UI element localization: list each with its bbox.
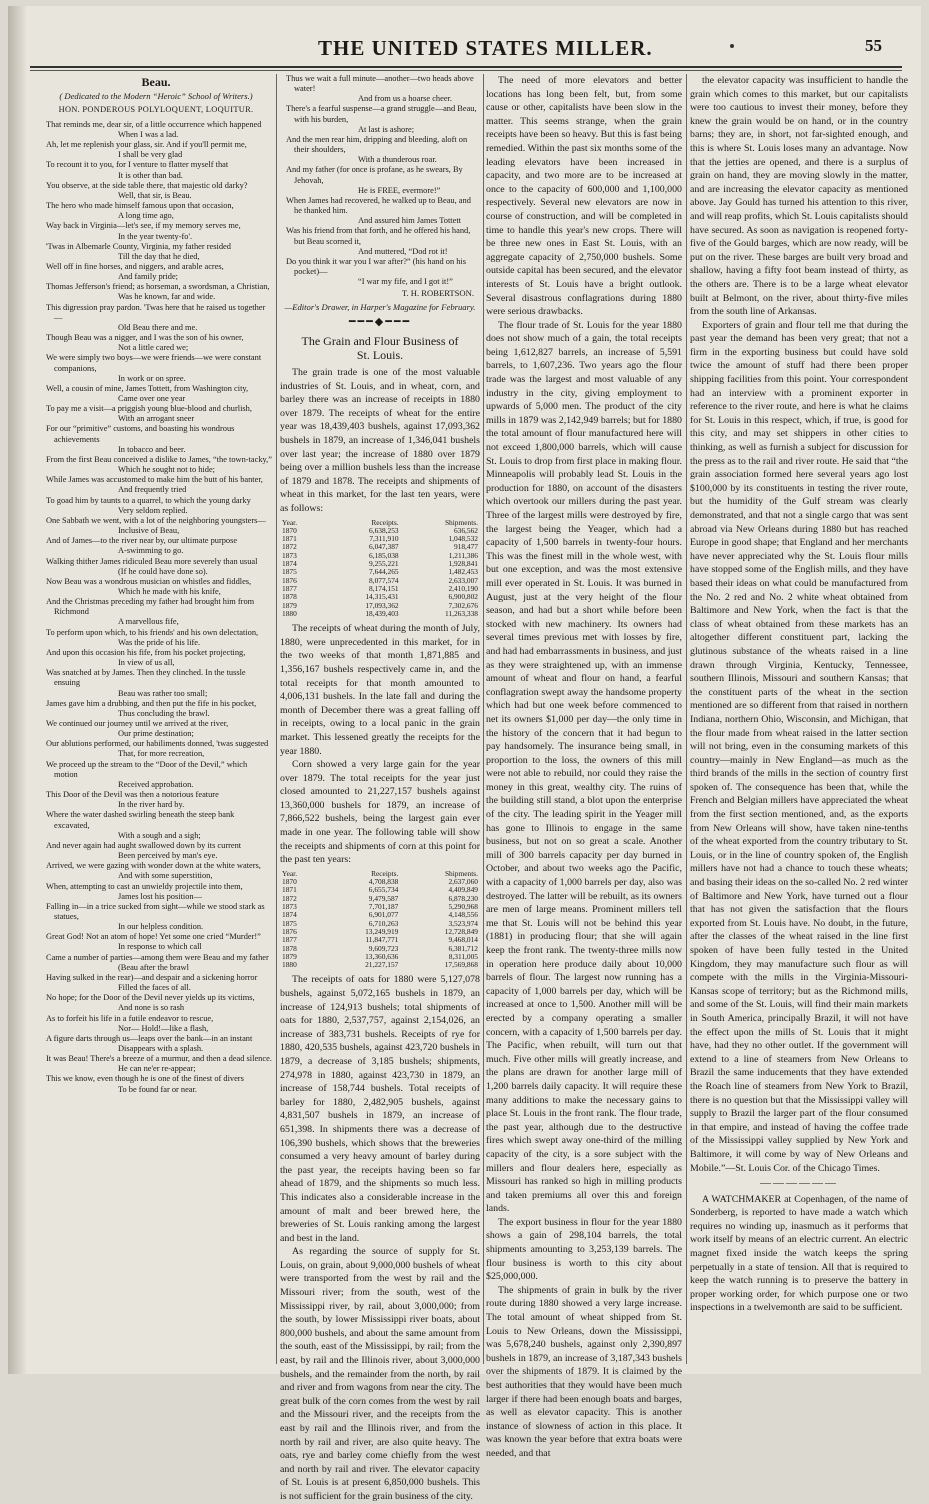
table-cell: 1871 — [282, 885, 297, 895]
table-cell: 6,381,712 — [448, 943, 478, 953]
poem-line: Beau was rather too small; — [118, 688, 208, 698]
table-cell: 9,468,014 — [448, 935, 478, 945]
article-paragraphs-e — [690, 74, 908, 1175]
table-header: Shipments. — [444, 868, 478, 878]
poem-line: You observe, at the side table there, that majestic old darky? — [46, 180, 248, 190]
table-cell: 4,708,838 — [368, 877, 399, 887]
column-4 — [690, 74, 908, 1369]
table-cell: 2,637,060 — [448, 877, 478, 887]
table-cell: 17,569,868 — [444, 960, 478, 970]
table-cell: 2,410,190 — [448, 583, 478, 593]
table-cell: 1879 — [282, 951, 297, 961]
poem-line: Now Beau was a wondrous musician on whistles and fiddles, — [46, 576, 252, 586]
article-paragraph: the elevator capacity was insufficient to handle the grain which comes to this market, but our capitalists were too cautious to invest their money, before they knew the grain would be on hand, or in the country barns; they are, in short, not far-sighted enough, and this is where St. Louis loses many an advantage. Now that the jetties are opened, and there is a surplus of grain on hand, they are moving slowly in the matter, and are increasing the elevator capacity as mentioned above. Jay Gould has turned his attention to this river, and will reap profits, which St. Louis capitalists should have secured. As soon as navigation is reopened forty-five of the Gould barges, which are now ready, will be put on the river. These barges are built very broad and shallow, having a fifty foot beam instead of thirty, as the others are. There is to be a large wheat elevator built at Belmont, on the river, about thirty-five miles from the south line of Arkansas. — [690, 75, 908, 318]
poem-line: And of James—to the river near by, our ultimate purpose — [46, 536, 238, 546]
poem-line: That, for more recreation, — [118, 749, 205, 759]
table-cell: 6,655,734 — [368, 885, 399, 895]
table-cell: 6,878,230 — [448, 893, 478, 903]
poem-line: Very seldom replied. — [118, 505, 188, 515]
poem-line: With a thunderous roar. — [358, 155, 437, 165]
poem-line: It was Beau! There's a breeze of a murmur, and then a dead silence. — [46, 1054, 272, 1064]
table-row — [280, 610, 480, 618]
table-cell: 8,311,005 — [448, 951, 478, 961]
poem-line: When I was a lad. — [118, 129, 179, 139]
poem-line: Came a number of parties—among them were Beau and my father — [46, 952, 269, 962]
column-rule — [483, 74, 484, 1364]
poem-signature: T. H. ROBERTSON. — [401, 288, 474, 299]
poem-line: I shall be very glad — [118, 150, 183, 160]
poem-line: Arrived, we were gazing with wonder down at the white waters, — [46, 861, 261, 871]
column-2 — [280, 74, 480, 1502]
article-paragraphs-d — [486, 74, 682, 1461]
poem-line: And with some superstition, — [118, 871, 213, 881]
poem-line: For our “primitive” customs, and boasting his wondrous achievements — [46, 424, 235, 444]
article-paragraphs-a — [280, 366, 480, 516]
poem-line: Which he sought not to hide; — [118, 465, 215, 475]
poem-line: At last is ashore; — [358, 124, 415, 134]
table-cell: 6,710,263 — [368, 918, 399, 928]
poem-line: And family pride; — [118, 272, 179, 282]
poem-line: 'Twas in Albemarle County, Virginia, my father resided — [46, 241, 231, 251]
poem-line: In the river hard by. — [118, 800, 185, 810]
table-cell: 2,633,007 — [448, 575, 478, 585]
poem-line: Disappears with a splash. — [118, 1044, 204, 1053]
table-cell: 1870 — [282, 877, 297, 887]
table-header: Year. — [282, 868, 298, 878]
poem-line: Ah, let me replenish your glass, sir. And if you'll permit me, — [46, 140, 247, 150]
table-row — [280, 961, 480, 969]
column-rule — [276, 74, 277, 1364]
poem-line: We were simply two boys—we were friends—we were constant companions, — [46, 353, 262, 373]
corn-table — [280, 870, 480, 970]
table-cell: 1873 — [282, 902, 297, 912]
table-cell: 12,728,849 — [444, 926, 478, 936]
table-cell: 1877 — [282, 583, 297, 593]
poem-line: James gave him a drubbing, and then put the fife in his pocket, — [46, 698, 257, 708]
poem-line: Our prime destination; — [118, 729, 194, 739]
poem-line: Was he known, far and wide. — [118, 292, 216, 302]
poem-line: And the Christmas preceding my father had brought him from Richmond — [46, 597, 255, 617]
poem-line: “I war my fife, and I got it!” — [358, 277, 453, 287]
poem-line: Till the day that he died, — [118, 251, 200, 261]
table-cell: 636,562 — [453, 525, 478, 535]
poem-line: Filled the faces of all. — [118, 983, 191, 993]
article-paragraph: The export business in flour for the year 1880 shows a gain of 298,104 barrels, the total shipments amounting to 3,253,139 barrels. The flour business is worth to this city about $25,000,000. — [486, 1216, 682, 1283]
poem-line: In view of us all, — [118, 658, 175, 668]
poem-line: Nor— Hold!—like a flash, — [118, 1023, 209, 1033]
table-header: Year. — [282, 517, 298, 527]
table-cell: 1876 — [282, 926, 297, 936]
poem-line: And muttered, “Dod rot it! — [358, 246, 448, 256]
table-cell: 11,263,338 — [445, 608, 478, 618]
table-cell: 13,249,919 — [365, 926, 399, 936]
table-cell: 6,047,387 — [369, 542, 399, 552]
table-cell: 7,311,910 — [369, 534, 399, 544]
column-3 — [486, 74, 682, 1459]
table-cell: 1879 — [282, 600, 297, 610]
table-cell: 6,900,802 — [448, 592, 478, 602]
poem-line: Though Beau was a nigger, and I was the son of his owner, — [46, 333, 244, 343]
poem-line: Inclusive of Beau, — [118, 526, 180, 536]
header-rule-thin — [30, 70, 902, 71]
poem-line: With a sough and a sigh; — [118, 830, 201, 840]
table-cell: 14,315,431 — [365, 592, 399, 602]
table-cell: 1,928,841 — [448, 559, 478, 569]
table-cell: 1880 — [282, 608, 297, 618]
table-cell: 1,482,453 — [448, 567, 478, 577]
table-cell: 1,048,532 — [448, 534, 478, 544]
table-cell: 1880 — [282, 960, 297, 970]
poem-line: A marvellous fife, — [118, 617, 179, 627]
table-cell: 6,638,253 — [369, 525, 399, 535]
table-cell: 18,439,403 — [365, 608, 399, 618]
poem-line: And assured him James Tottett — [358, 216, 462, 226]
poem-line: In work or on spree. — [118, 373, 186, 383]
poem-line: And upon this occasion his fife, from his pocket projecting, — [46, 647, 246, 657]
table-cell: 1878 — [282, 943, 297, 953]
table-header: Receipts. — [371, 517, 399, 527]
table-cell: 4,148,556 — [448, 910, 478, 920]
poem-line: He can ne'er re-appear; — [118, 1064, 196, 1074]
page-binding-shadow — [8, 6, 26, 1374]
table-cell: 7,302,676 — [448, 600, 478, 610]
ornament-rule: ━━━◆━━━ — [348, 316, 412, 329]
article-paragraph: Corn showed a very large gain for the year over 1879. The total receipts for the year just closed amounted to 21,227,157 bushels against 13,360,000 bushels for 1879, an increase of 7,866,522 bushels, being the largest gain ever made in one year. The following table will show the receipts and shipments of corn at this point for the past ten years: — [280, 759, 480, 866]
poem-line: And frequently tried — [118, 485, 187, 495]
poem-line: No hope; for the Door of the Devil never yields up its victims, — [46, 993, 255, 1003]
poem-line: (Beau after the brawl — [118, 962, 189, 972]
printer-dot — [730, 44, 734, 48]
poem-line: To be found far or near. — [118, 1084, 197, 1094]
poem-line: To goad him by taunts to a quarrel, to which the young darky — [46, 495, 251, 505]
poem-credit: —Editor's Drawer, in Harper's Magazine for February. — [284, 301, 476, 312]
poem-line: James lost his position— — [118, 891, 202, 901]
poem-lines-part-1 — [40, 120, 272, 1095]
table-cell: 1874 — [282, 910, 297, 920]
poem-line: He is FREE, evermore!” — [358, 185, 441, 195]
table-cell: 1877 — [282, 935, 297, 945]
table-header: Receipts. — [371, 868, 399, 878]
poem-speaker: HON. PONDEROUS POLYLOQUENT, LOQUITUR. — [58, 105, 254, 115]
article-paragraph: The need of more elevators and better locations has long been felt, but, from some cause or other, capitalists have been slow in the matter. This seems strange, when the grain receipts have been so heavy. But this is fast being remedied. Within the past six months some of the leading elevators have been increased in capacity, and two more are to be increased at once to the capacity of 600,000 and 1,100,000 respectively. Several new elevators are now in course of construction, and will be completed in time to handle this year's new crops. There will be three new ones in East St. Louis, with an aggregate capacity of 2,750,000 bushels. Some outside capital has been secured, and the elevator interests of St. Louis have a bright outlook. Several disastrous conflagrations during 1880 were serious drawbacks. — [486, 75, 682, 318]
poem-line: Walking thither James ridiculed Beau more severely than usual — [46, 556, 258, 566]
article-paragraph: The receipts of wheat during the month of July, 1880, were unprecedented in this market, for in the two weeks of that month 1,871,885 and 1,356,167 bushels respectively came in, and the total receipts for that month amounted to 4,006,131 bushels. In the late fall and during the month of December there was a great falling off in receipts, owing to a local panic in the grain market. This lessened greatly the receipts for the year 1880. — [280, 623, 480, 757]
table-cell: 9,255,221 — [369, 559, 399, 569]
poem-line: To perform upon which, to his friends' and his own delectation, — [46, 627, 259, 637]
poem-line: Do you think it war you I war after?” (his hand on his pocket)— — [286, 256, 467, 276]
poem-line: And none is so rash — [118, 1003, 185, 1013]
table-cell: 1875 — [282, 918, 297, 928]
poem-line: Thus we wait a full minute—another—two heads above water! — [286, 74, 474, 94]
table-cell: 6,901,077 — [368, 910, 399, 920]
table-cell: 3,523,974 — [448, 918, 478, 928]
poem-line: (If he could have done so). — [118, 566, 208, 576]
article-paragraph: The receipts of oats for 1880 were 5,127,078 bushels, against 5,072,165 bushels in 1879, an increase of 124,913 bushels; total shipments of oats for 1880, 2,537,757, against 2,154,026, an increase of 383,731 bushels. Receipts of rye for 1880, 420,535 bushels, against 423,720 bushels in 1879, a decrease of 3,185 bushels; shipments, 274,978 in 1880, against 423,730 in 1879, an increase of 158,744 bushels. Total receipts of barley for 1880, 2,482,905 bushels, against 4,831,507 bushels in 1879, an increase of 651,398. In shipments there was a decrease of 106,390 bushels, which shows that the breweries consumed a very heavy amount of barley during the past year, the receipts having been so far ahead of 1879, and the shipments so much less. This indicates also a considerable increase in the amount of malt and beer brewed here, the breweries of St. Louis ranking among the largest and best in the land. — [280, 974, 480, 1244]
table-cell: 11,847,771 — [365, 935, 399, 945]
poem-line: With an arrogant sneer — [118, 414, 195, 424]
poem-line: Was snatched at by James. Then they clinched. In the tussle ensuing — [46, 668, 246, 688]
poem-line: Well, a cousin of mine, James Tottett, from Washington city, — [46, 383, 249, 393]
poem-line: Where the water dashed swirling beneath the steep bank excavated, — [46, 810, 235, 830]
poem-line: Received approbation. — [118, 779, 194, 789]
article-paragraph: Exporters of grain and flour tell me that during the past year the demand has been very great; that not a firm in the exporting business but could have sold twice the amount of stuff had there been proper shipping facilities from this point. Your correspondent had an interview with a prominent exporter in reference to the river route, and here is what he claims for St. Louis in this respect, which, if true, is good for this city, and may set shippers in other cities to thinking, as well as furnish a subject for discussion for the press as to the rail and river route. He said that “the grain association formed here several years ago lost $100,000 by its constituents in testing the river route, but the humidity of the Gulf stream was clearly demonstrated, and that not a single cargo that was sent abroad via New Orleans during 1880 but has reached Europe in good shape; that England and her merchants have never appreciated why the St. Louis flour mills have stopped some of the English mills, and they have based their ideas on what could be manufactured from the No. 2 red and No. 2 white wheat obtained from Baltimore and New York, when the fact is that the class of wheat obtained from these markets has an altogether different constituent part, lacking the glutinous substance of the wheats raised in a line drawn through Virginia, Kentucky, Tennessee, southern Illinois, Missouri and southern Kansas; that the constituent parts of the wheat in the section mentioned are so different from that raised in northern Indiana, northern Ohio, Wisconsin, and Michigan, that the flour made from wheat raised in the latter section will not bring, even in the consuming markets of this country—mainly in New England—as much as the third brands of the mills in the section of country first spoken of. The consequence has been that, while the French and Belgian millers have appreciated the wheat from the first section mentioned, and, as the exports from New Orleans will show, have taken nine-tenths of the wheat exported from the country tributary to St. Louis, or in the line of country spoken of, the English millers have not had a chance to touch these wheats; and basing their ideas on the so-called No. 2 red winter of Baltimore and New York, have turned out a flour that has not given the satisfaction that the flours exported from St. Louis have. No doubt, in the future, after the classes of the wheat raised in the line first spoken of have been fully tested in the United Kingdom, they may manufacture such flour as will compete with the mills in the Virginia-Missouri-Kansas scope of territory; but as the Richmond mills, and some of the St. Louis, will find their main markets in South America, principally Brazil, it will not have the effect upon the mills of St. Louis that it might have, had they no other outlet. If the government will extend to a line of steamers from New Orleans to Brazil the same inducements that they have extended the Roach line of steamers from New York to Brazil, there is no question but that the Mississippi valley will supply to Brazil the larger part of the flour consumed in that empire, and instead of having the coffee trade of the Mississippi valley supplied by New York and Baltimore, it will come by way of New Orleans and Mobile.”—St. Louis Cor. of the Chicago Times. — [690, 319, 909, 1174]
poem-line: Was his friend from that forth, and he offered his hand, but Beau scorned it, — [286, 226, 471, 246]
article-title: The Grain and Flour Business of St. Louis. — [301, 334, 459, 363]
poem-line: Well off in fine horses, and niggers, and arable acres, — [46, 261, 224, 271]
poem-line: The hero who made himself famous upon that occasion, — [46, 201, 234, 211]
poem-line: Having sulked in the rear)—and despair and a sickening horror — [46, 972, 258, 982]
poem-title: Beau. — [141, 75, 171, 89]
table-cell: 1875 — [282, 567, 297, 577]
poem-line: It is other than bad. — [118, 170, 183, 180]
table-cell: 918,477 — [453, 542, 478, 552]
table-cell: 8,077,574 — [369, 575, 399, 585]
poem-line: We proceed up the stream to the “Door of the Devil,” which motion — [46, 759, 248, 779]
table-cell: 1874 — [282, 559, 297, 569]
poem-line: In tobacco and beer. — [118, 444, 186, 454]
table-cell: 1,211,386 — [448, 550, 478, 560]
table-cell: 1876 — [282, 575, 297, 585]
column-rule — [686, 74, 687, 1364]
table-cell: 1878 — [282, 592, 297, 602]
poem-line: And the men rear him, dripping and bleeding, aloft on their shoulders, — [286, 134, 468, 155]
article-paragraph: The grain trade is one of the most valuable industries of St. Louis, and in wheat, corn, and barley there was an increase of receipts in 1880 over 1879. The receipts of wheat for the entire year was 18,439,403 bushels, against 17,093,362 bushels in 1879, an increase of 1,346,041 bushels over last year; the increase of 1880 over 1879 being over a million bushels less than the increase of 1879 and 1878. The receipts and shipments of wheat in this market, for the last ten years, were as follows: — [280, 367, 480, 514]
table-cell: 1873 — [282, 550, 297, 560]
table-cell: 1872 — [282, 542, 297, 552]
table-cell: 17,093,362 — [365, 600, 399, 610]
table-cell: 7,644,265 — [369, 567, 399, 577]
poem-line: One Sabbath we went, with a lot of the neighboring youngsters— — [46, 515, 266, 525]
poem-line: We continued our journey until we arrived at the river, — [46, 719, 229, 728]
column-1 — [40, 74, 272, 1369]
poem-line: Been perceived by man's eye. — [118, 851, 218, 861]
poem-line: This Door of the Devil was then a notorious feature — [46, 790, 219, 800]
poem-line: That reminds me, dear sir, of a little occurrence which happened — [46, 119, 262, 129]
poem-line: In the year twenty-fo'. — [118, 231, 193, 241]
poem-line: And my father (for once is profane, as he swears, By Jehovah, — [286, 165, 463, 185]
article-paragraph: The flour trade of St. Louis for the year 1880 does not show much of a gain, the total receipts being 1,612,827 barrels, an increase of 5,591 barrels, to 1,607,236. Two years ago the flour trade was the largest and most valuable of any industry in the city, giving employment to upwards of 5,000 men. The product of the city mills in 1879 was 2,142,949 barrels; but for 1880 the total amount of flour manufactured here will not exceed 1,800,000 barrels, which will cause St. Louis to drop from first place in making flour. Minneapolis will probably lead St. Louis in the production for 1880, on account of the disasters which overtook our millers during the past year. Three of the largest mills were destroyed by fire, the largest being the Yeager, which had a capacity of 1,500 barrels in twenty-four hours. This was the finest mill in the whole west, with but one exception, and was the most extensive mill ever operated in St. Louis. It was burned in August, just at the very height of the flour season, and had but a short while before been stocked with new machinery. Its owners had several times previous met with losses by fire, and had had embarrassments in business, and just as they were straightened up, with an immense amount of wheat and flour on hand, a fearful conflagration swept away the handsome property which had but one week before commenced to net its owners $1,000 per day—the only time in the history of the concern that it had begun to pay handsomely. The insurance being small, in proportion to the loss, the owners of this mill were not able to rebuild, nor could they raise the money in this great, wealthy city. The ruins of the building still stand, a blot upon the enterprise of the city. The leading spirit in the Yeager mill has gone to Illinois to engage in the same business, but not on so great a scale. Another mill of 300 barrels capacity per day burned in October, and about two weeks ago the Pacific, with a capacity of 1,000 barrels per day, also was destroyed. The latter will be rebuilt, as its owners are men of large means. Prominent millers tell me that St. Louis will not be behind this year (1881) in producing flour; that she will again keep the front rank. The twenty-three mills now in operation here produce daily about 10,000 barrels of flour. The largest now running has a capacity of 1,000 barrels per day, which will be increased at once to 1,500. Another mill will be erected by a company operating a smaller concern, with a capacity of 1,500 barrels per day. The Pacific, when rebuilt, will turn out that much. Five other mills will greatly increase, and the plans are drawn for another large mill of 1,200 barrels daily capacity. It will require these many additions to make the necessary gains to place St. Louis in the front rank. The flour trade, the past year, although due to the destructive fires which swept away one-third of the milling capacity of the city, is a sore subject with the millers and flour dealers here, especially as Missouri has ranked so high in milling products and taken premiums all over this and foreign lands. — [486, 319, 682, 1215]
poem-line: Which he made with his knife, — [118, 586, 221, 596]
poem-line: Our ablutions performed, our habiliments donned, 'twas suggested — [46, 739, 269, 749]
wheat-table — [280, 519, 480, 619]
poem-line: A figure darts through us—leaps over the bank—in an instant — [46, 1033, 253, 1043]
newspaper-page — [8, 6, 921, 1502]
poem-line: As to forfeit his life in a futile endeavor to rescue, — [46, 1013, 214, 1023]
poem-line: To recount it to you, for I venture to flatter myself that — [46, 160, 229, 170]
table-cell: 6,185,038 — [369, 550, 399, 560]
table-cell: 7,701,187 — [368, 902, 399, 912]
table-cell: 1870 — [282, 525, 297, 535]
table-cell: 5,290,968 — [448, 902, 478, 912]
poem-line: Falling in—in a trice sucked from sight—while we stood stark as statues, — [46, 901, 265, 921]
poem-line: From the first Beau conceived a dislike to James, “the town-tacky,” — [46, 454, 272, 464]
table-cell: 13,360,636 — [365, 951, 399, 961]
poem-line: There's a fearful suspense—a grand struggle—and Beau, with his burden, — [286, 104, 477, 124]
poem-line: Way back in Virginia—let's see, if my memory serves me, — [46, 221, 241, 231]
poem-line: When, attempting to cast an unwieldy projectile into them, — [46, 881, 243, 891]
poem-line: This we know, even though he is one of the finest of divers — [46, 1074, 244, 1084]
poem-line: And from us a hoarse cheer. — [358, 94, 452, 104]
poem-line: Thomas Jefferson's friend; as horseman, a swordsman, a Christian, — [46, 282, 270, 292]
separator-rule: —————— — [760, 1177, 838, 1190]
poem-dedication: ( Dedicated to the Modern “Heroic” School of Writers.) — [59, 90, 253, 101]
article-paragraphs-b — [280, 622, 480, 867]
table-cell: 8,174,151 — [369, 583, 399, 593]
watchmaker-item: A WATCHMAKER at Copenhagen, of the name of Sonderberg, is reported to have made a watch which requires no winding up, inasmuch as it performs that work itself by means of an electric current. An electric magnet fixed inside the watch keeps the spring perpetually in a state of tension. All that is required to keep the watch running is to preserve the battery in proper working order, for which purpose one or two inspections in a twelvemonth are said to be sufficient. — [690, 1193, 908, 1314]
page-number: 55 — [865, 36, 882, 55]
poem-lines-part-2 — [280, 74, 480, 287]
poem-line: Thus concluding the brawl. — [118, 708, 210, 718]
poem-line: Was the pride of his life. — [118, 637, 201, 647]
table-cell: 1872 — [282, 893, 297, 903]
poem-line: To pay me a visit—a priggish young blue-blood and churlish, — [46, 404, 252, 414]
poem-line: And never again had aught swallowed down by its current — [46, 840, 242, 850]
header-rule — [30, 66, 902, 68]
table-cell: 9,609,723 — [368, 943, 399, 953]
table-cell: 1871 — [282, 534, 297, 544]
poem-line: Came over one year — [118, 394, 186, 403]
poem-line: In our helpless condition. — [118, 922, 204, 932]
article-paragraph: As regarding the source of supply for St. Louis, on grain, about 9,000,000 bushels of wheat were transported from the west by rail and the Missouri river; from the south, west of the Mississippi river, by rail, about 3,000,000; from the south, by lower Mississippi river boats, about 800,000 bushels, and about the same amount from the south, east of the Mississippi, by rail; from the east, by rail and the Illinois river, about 3,000,000 bushels, and the remainder from the north, by rail and river and from wagons from near the city. The great bulk of the corn comes from the west by rail and the Missouri river, and the receipts from the east by rail and the Illinois river, and from the north by rail and river, are also quite heavy. The oats, rye and barley come chiefly from the west and north by rail and river. The elevator capacity of St. Louis is at present 6,850,000 bushels. This is not sufficient for the grain business of the city. — [280, 1246, 480, 1502]
table-cell: 4,409,849 — [448, 885, 478, 895]
table-cell: 9,479,587 — [368, 893, 399, 903]
table-cell: 21,227,157 — [365, 960, 399, 970]
table-header: Shipments. — [444, 517, 478, 527]
poem-line: While James was accustomed to make him the butt of his banter, — [46, 475, 263, 485]
poem-line: When James had recovered, he walked up to Beau, and he thanked him. — [286, 195, 471, 216]
article-paragraph: The shipments of grain in bulk by the river route during 1880 showed a very large increase. The total amount of wheat shipped from St. Louis to New Orleans, down the Mississippi, was 5,678,240 bushels, against only 2,390,897 bushels in 1879, an increase of 3,187,343 bushels over the shipments of 1879. It is claimed by the best authorities that they would have been much larger if there had been enough boats and barges, as well as elevator capacity. This is another instance of slowness of action in this place. It was known the year before that extra boats were needed, and that — [486, 1284, 682, 1459]
poem-line: Great God! Not an atom of hope! Yet some one cried “Murder!” — [46, 932, 261, 942]
poem-line: Old Beau there and me. — [118, 322, 198, 332]
poem-line: In response to which call — [118, 942, 202, 952]
poem-line: This digression pray pardon. 'Twas here that he raised us together— — [46, 302, 266, 322]
poem-line: A long time ago, — [118, 211, 174, 221]
running-head: THE UNITED STATES MILLER. — [318, 36, 653, 60]
article-paragraphs-c — [280, 973, 480, 1503]
poem-line: Not a little cared we; — [118, 343, 189, 353]
poem-line: Well, that sir, is Beau. — [118, 190, 192, 200]
poem-line: A-swimming to go. — [118, 546, 184, 556]
